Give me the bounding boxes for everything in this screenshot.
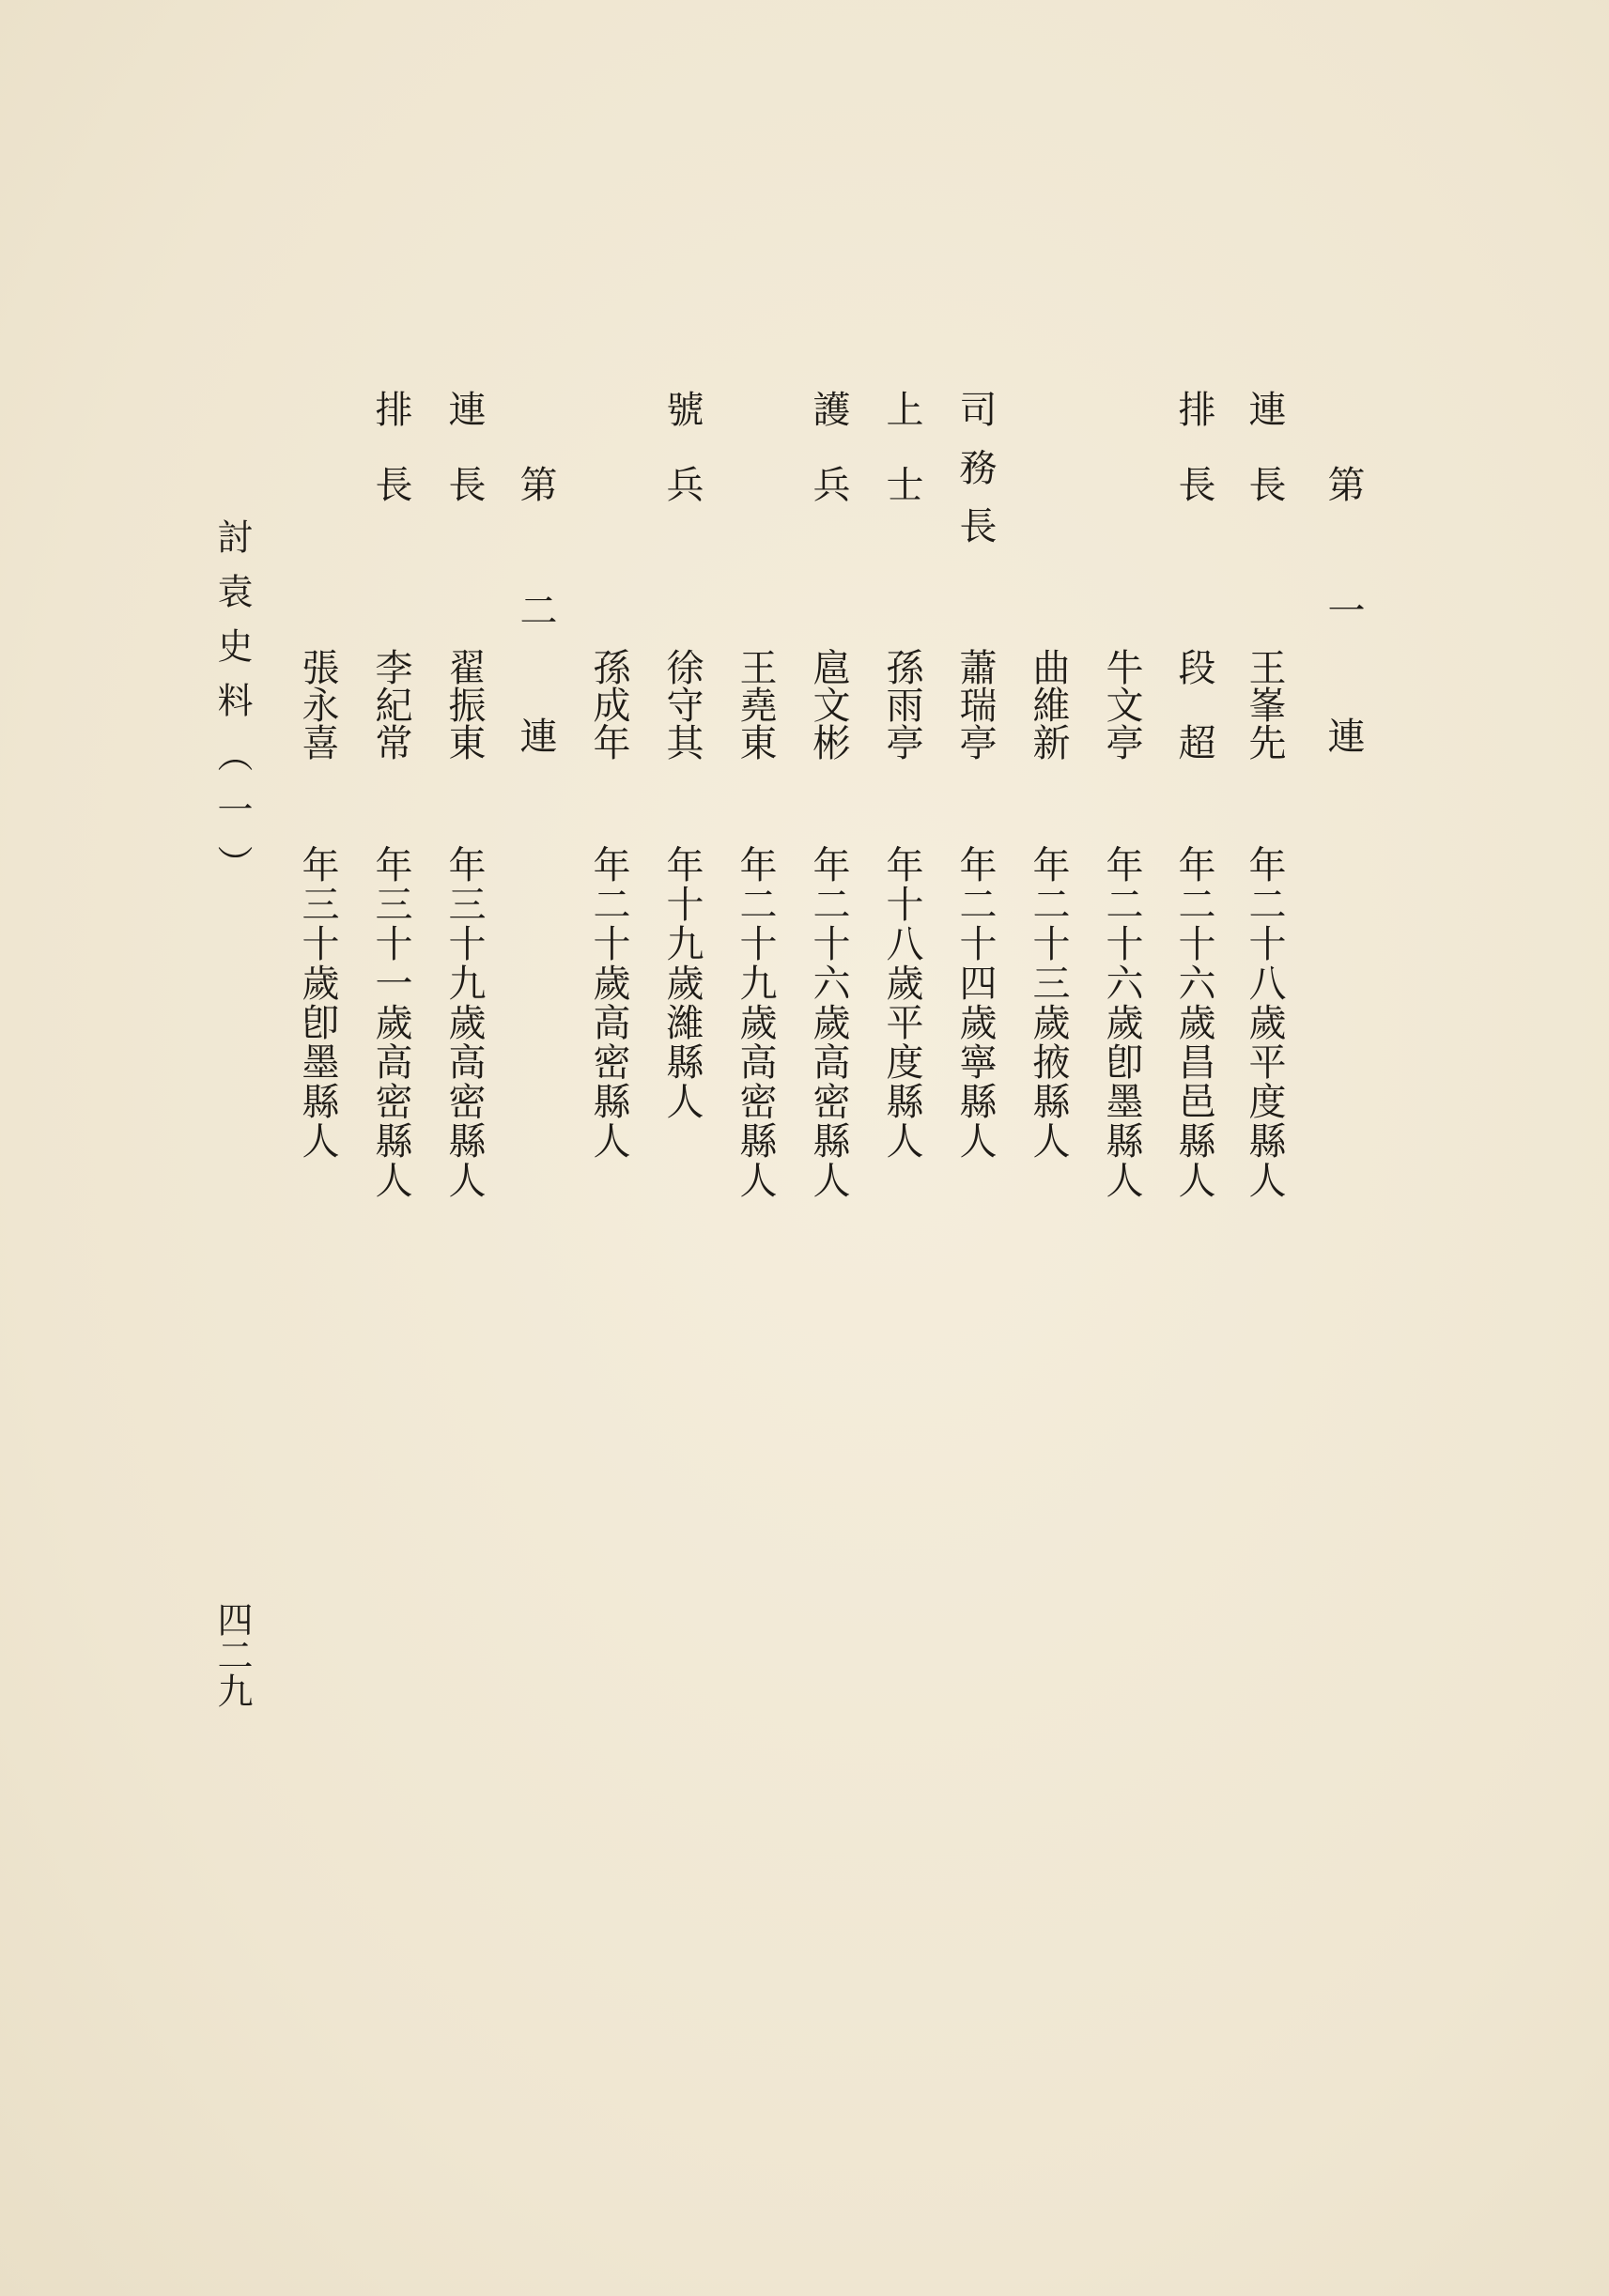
row-name: 翟振東 <box>442 648 486 761</box>
row-info: 年二十六歲卽墨縣人 <box>1100 845 1143 1200</box>
section-heading-1: 第 一 連 <box>1322 465 1365 777</box>
row-name: 曲維新 <box>1027 648 1070 761</box>
row-info: 年十九歲濰縣人 <box>660 845 704 1121</box>
page-number: 四二九 <box>211 1601 253 1708</box>
row-rank: 排 長 <box>369 390 412 502</box>
row-name: 孫雨亭 <box>880 648 923 761</box>
row-info: 年二十六歲昌邑縣人 <box>1172 845 1215 1200</box>
row-info: 年二十六歲高密縣人 <box>807 845 850 1200</box>
row-rank: 連 長 <box>442 390 486 502</box>
running-title: 討袁史料（一） <box>211 518 253 900</box>
row-rank: 號 兵 <box>660 390 704 502</box>
row-rank: 司務長 <box>953 390 997 564</box>
row-info: 年二十三歲掖縣人 <box>1027 845 1070 1161</box>
section-heading-2: 第 二 連 <box>514 465 557 777</box>
row-name: 王峯先 <box>1243 648 1286 761</box>
row-info: 年二十九歲高密縣人 <box>734 845 777 1200</box>
row-name: 蕭瑞亭 <box>953 648 997 761</box>
row-name: 扈文彬 <box>807 648 850 761</box>
row-info: 年十八歲平度縣人 <box>880 845 923 1161</box>
row-info: 年三十九歲高密縣人 <box>442 845 486 1200</box>
row-rank: 連 長 <box>1243 390 1286 502</box>
row-name: 牛文亭 <box>1100 648 1143 761</box>
row-name: 李紀常 <box>369 648 412 761</box>
row-info: 年二十歲高密縣人 <box>587 845 630 1161</box>
row-name: 張永喜 <box>296 648 339 761</box>
row-rank: 護 兵 <box>807 390 850 502</box>
row-info: 年二十四歲寧縣人 <box>953 845 997 1161</box>
row-name: 孫成年 <box>587 648 630 761</box>
row-name: 王堯東 <box>734 648 777 761</box>
row-name: 段 超 <box>1172 648 1215 761</box>
row-info: 年三十歲卽墨縣人 <box>296 845 339 1161</box>
row-info: 年三十一歲高密縣人 <box>369 845 412 1200</box>
row-name: 徐守其 <box>660 648 704 761</box>
row-info: 年二十八歲平度縣人 <box>1243 845 1286 1200</box>
row-rank: 排 長 <box>1172 390 1215 502</box>
row-rank: 上 士 <box>880 390 923 502</box>
